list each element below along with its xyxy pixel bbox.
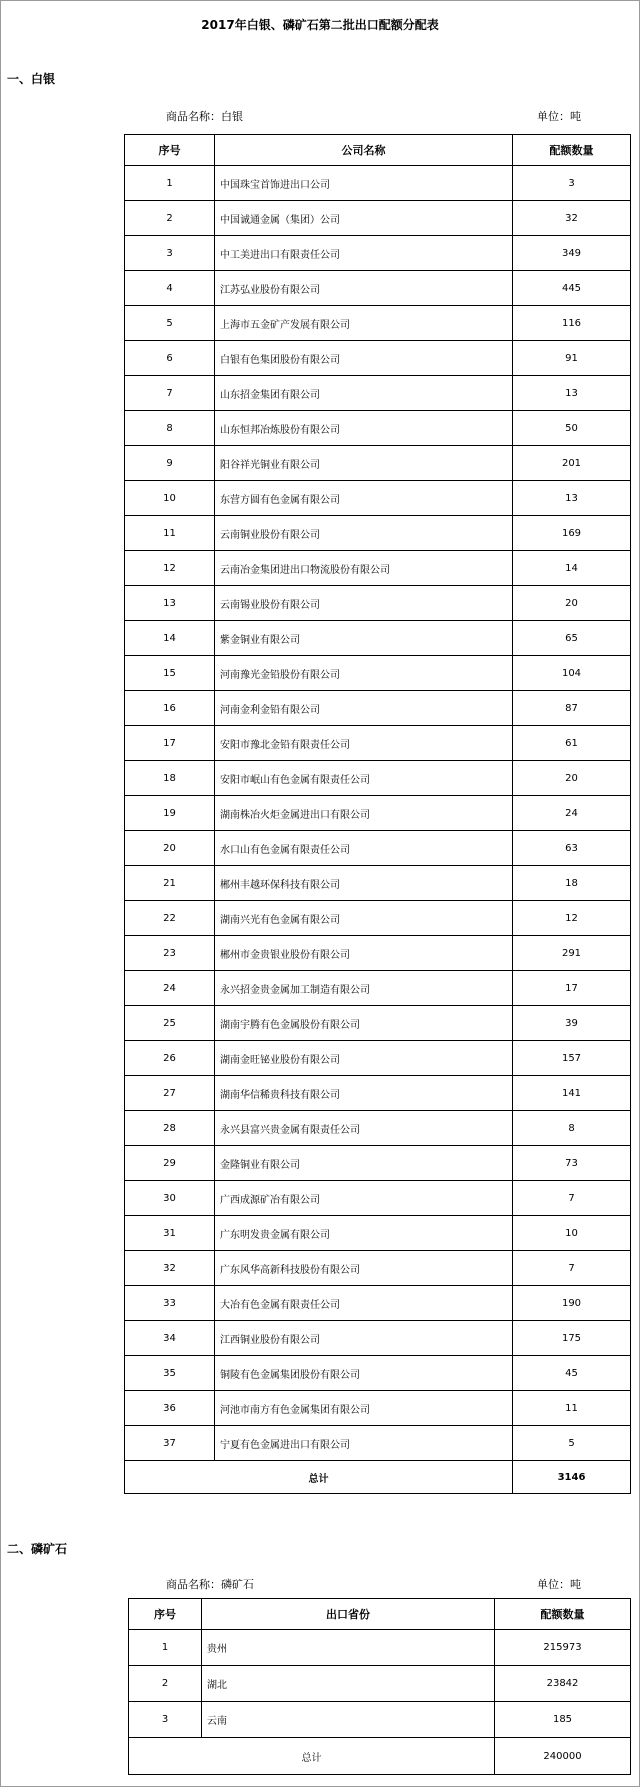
province-name: 贵州: [202, 1630, 495, 1666]
table-row: [125, 656, 631, 691]
table-row: [125, 1251, 631, 1286]
company-name: 湖南株冶火炬金属进出口有限公司: [215, 796, 513, 831]
company-name: 河池市南方有色金属集团有限公司: [215, 1391, 513, 1426]
silver-quota-table: [124, 134, 631, 1494]
phosphate-commodity-label: 商品名称：磷矿石: [166, 1578, 254, 1591]
row-number: 5: [125, 306, 215, 341]
province-name: 湖北: [202, 1666, 495, 1702]
company-name: 中工美进出口有限责任公司: [215, 236, 513, 271]
total-value: 240000: [495, 1738, 631, 1775]
table-row: [125, 516, 631, 551]
quota-quantity: 104: [513, 656, 631, 691]
table-row: [125, 446, 631, 481]
quota-quantity: 157: [513, 1041, 631, 1076]
row-number: 30: [125, 1181, 215, 1216]
company-name: 中国珠宝首饰进出口公司: [215, 166, 513, 201]
company-name: 东营方圆有色金属有限公司: [215, 481, 513, 516]
company-name: 上海市五金矿产发展有限公司: [215, 306, 513, 341]
table-row: [125, 411, 631, 446]
quota-quantity: 141: [513, 1076, 631, 1111]
quota-quantity: 24: [513, 796, 631, 831]
total-label: 总计: [125, 1461, 513, 1494]
company-name: 云南锡业股份有限公司: [215, 586, 513, 621]
table-row: [125, 551, 631, 586]
quota-quantity: 61: [513, 726, 631, 761]
quota-quantity: 73: [513, 1146, 631, 1181]
row-number: 10: [125, 481, 215, 516]
company-name: 广西成源矿冶有限公司: [215, 1181, 513, 1216]
quota-quantity: 215973: [495, 1630, 631, 1666]
table-row: [125, 1111, 631, 1146]
row-number: 32: [125, 1251, 215, 1286]
table-row: [125, 1216, 631, 1251]
quota-quantity: 18: [513, 866, 631, 901]
row-number: 1: [129, 1630, 202, 1666]
table-header-row: [125, 135, 631, 166]
column-header-quantity: 配额数量: [513, 135, 631, 166]
quota-quantity: 116: [513, 306, 631, 341]
company-name: 铜陵有色金属集团股份有限公司: [215, 1356, 513, 1391]
table-row: [125, 691, 631, 726]
quota-quantity: 20: [513, 761, 631, 796]
quota-quantity: 50: [513, 411, 631, 446]
company-name: 宁夏有色金属进出口有限公司: [215, 1426, 513, 1461]
table-row: [129, 1702, 631, 1738]
quota-quantity: 23842: [495, 1666, 631, 1702]
company-name: 中国诚通金属（集团）公司: [215, 201, 513, 236]
table-row: [125, 271, 631, 306]
company-name: 白银有色集团股份有限公司: [215, 341, 513, 376]
table-row: [125, 971, 631, 1006]
row-number: 7: [125, 376, 215, 411]
company-name: 湖南宇腾有色金属股份有限公司: [215, 1006, 513, 1041]
table-row: [125, 1006, 631, 1041]
quota-quantity: 63: [513, 831, 631, 866]
column-header-company: 公司名称: [215, 135, 513, 166]
company-name: 湖南金旺铋业股份有限公司: [215, 1041, 513, 1076]
company-name: 江苏弘业股份有限公司: [215, 271, 513, 306]
company-name: 郴州市金贵银业股份有限公司: [215, 936, 513, 971]
table-row: [125, 376, 631, 411]
table-row: [125, 1286, 631, 1321]
row-number: 22: [125, 901, 215, 936]
row-number: 25: [125, 1006, 215, 1041]
quota-quantity: 14: [513, 551, 631, 586]
quota-quantity: 12: [513, 901, 631, 936]
row-number: 26: [125, 1041, 215, 1076]
document-title: 2017年白银、磷矿石第二批出口配额分配表: [201, 18, 439, 32]
table-row: [125, 1426, 631, 1461]
row-number: 11: [125, 516, 215, 551]
company-name: 安阳市豫北金铅有限责任公司: [215, 726, 513, 761]
quota-quantity: 169: [513, 516, 631, 551]
row-number: 33: [125, 1286, 215, 1321]
company-name: 安阳市岷山有色金属有限责任公司: [215, 761, 513, 796]
column-header-no: 序号: [129, 1599, 202, 1630]
quota-quantity: 65: [513, 621, 631, 656]
quota-quantity: 201: [513, 446, 631, 481]
table-row: [125, 831, 631, 866]
row-number: 9: [125, 446, 215, 481]
company-name: 河南金利金铅有限公司: [215, 691, 513, 726]
row-number: 19: [125, 796, 215, 831]
row-number: 1: [125, 166, 215, 201]
company-name: 水口山有色金属有限责任公司: [215, 831, 513, 866]
phosphate-unit-label: 单位：吨: [537, 1578, 581, 1591]
table-row: [125, 1041, 631, 1076]
row-number: 23: [125, 936, 215, 971]
row-number: 16: [125, 691, 215, 726]
row-number: 27: [125, 1076, 215, 1111]
table-row: [125, 621, 631, 656]
company-name: 大冶有色金属有限责任公司: [215, 1286, 513, 1321]
quota-quantity: 175: [513, 1321, 631, 1356]
row-number: 3: [129, 1702, 202, 1738]
quota-quantity: 13: [513, 376, 631, 411]
phosphate-quota-table: [128, 1598, 631, 1775]
company-name: 河南豫光金铅股份有限公司: [215, 656, 513, 691]
quota-quantity: 20: [513, 586, 631, 621]
company-name: 永兴县富兴贵金属有限责任公司: [215, 1111, 513, 1146]
quota-quantity: 185: [495, 1702, 631, 1738]
company-name: 湖南华信稀贵科技有限公司: [215, 1076, 513, 1111]
silver-unit-label: 单位：吨: [537, 110, 581, 123]
row-number: 20: [125, 831, 215, 866]
quota-quantity: 445: [513, 271, 631, 306]
quota-quantity: 349: [513, 236, 631, 271]
table-row: [125, 306, 631, 341]
row-number: 18: [125, 761, 215, 796]
row-number: 6: [125, 341, 215, 376]
total-row: [129, 1738, 631, 1775]
province-name: 云南: [202, 1702, 495, 1738]
table-row: [125, 201, 631, 236]
table-row: [129, 1666, 631, 1702]
company-name: 永兴招金贵金属加工制造有限公司: [215, 971, 513, 1006]
row-number: 31: [125, 1216, 215, 1251]
quota-quantity: 10: [513, 1216, 631, 1251]
total-label: 总计: [129, 1738, 495, 1775]
column-header-province: 出口省份: [202, 1599, 495, 1630]
silver-section-title: 一、白银: [7, 72, 56, 86]
company-name: 湖南兴光有色金属有限公司: [215, 901, 513, 936]
column-header-quantity: 配额数量: [495, 1599, 631, 1630]
quota-quantity: 7: [513, 1251, 631, 1286]
row-number: 17: [125, 726, 215, 761]
row-number: 2: [129, 1666, 202, 1702]
quota-quantity: 39: [513, 1006, 631, 1041]
phosphate-section-title: 二、磷矿石: [7, 1542, 68, 1556]
company-name: 广东明发贵金属有限公司: [215, 1216, 513, 1251]
quota-quantity: 291: [513, 936, 631, 971]
table-row: [125, 1321, 631, 1356]
row-number: 21: [125, 866, 215, 901]
company-name: 云南冶金集团进出口物流股份有限公司: [215, 551, 513, 586]
quota-quantity: 91: [513, 341, 631, 376]
row-number: 29: [125, 1146, 215, 1181]
quota-quantity: 87: [513, 691, 631, 726]
table-header-row: [129, 1599, 631, 1630]
company-name: 紫金铜业有限公司: [215, 621, 513, 656]
table-row: [125, 481, 631, 516]
row-number: 4: [125, 271, 215, 306]
table-row: [125, 796, 631, 831]
company-name: 郴州丰越环保科技有限公司: [215, 866, 513, 901]
row-number: 24: [125, 971, 215, 1006]
table-row: [125, 1356, 631, 1391]
table-row: [125, 1076, 631, 1111]
company-name: 云南铜业股份有限公司: [215, 516, 513, 551]
company-name: 江西铜业股份有限公司: [215, 1321, 513, 1356]
quota-quantity: 17: [513, 971, 631, 1006]
table-row: [125, 341, 631, 376]
row-number: 15: [125, 656, 215, 691]
quota-quantity: 32: [513, 201, 631, 236]
row-number: 35: [125, 1356, 215, 1391]
company-name: 山东恒邦冶炼股份有限公司: [215, 411, 513, 446]
row-number: 2: [125, 201, 215, 236]
table-row: [125, 236, 631, 271]
quota-quantity: 8: [513, 1111, 631, 1146]
row-number: 3: [125, 236, 215, 271]
row-number: 36: [125, 1391, 215, 1426]
total-row: [125, 1461, 631, 1494]
row-number: 8: [125, 411, 215, 446]
table-row: [129, 1630, 631, 1666]
row-number: 28: [125, 1111, 215, 1146]
table-row: [125, 936, 631, 971]
total-value: 3146: [513, 1461, 631, 1494]
row-number: 37: [125, 1426, 215, 1461]
table-row: [125, 1391, 631, 1426]
table-row: [125, 866, 631, 901]
table-row: [125, 1146, 631, 1181]
row-number: 12: [125, 551, 215, 586]
table-row: [125, 726, 631, 761]
row-number: 13: [125, 586, 215, 621]
quota-quantity: 7: [513, 1181, 631, 1216]
company-name: 广东风华高新科技股份有限公司: [215, 1251, 513, 1286]
row-number: 34: [125, 1321, 215, 1356]
row-number: 14: [125, 621, 215, 656]
table-row: [125, 166, 631, 201]
quota-quantity: 13: [513, 481, 631, 516]
table-row: [125, 586, 631, 621]
company-name: 阳谷祥光铜业有限公司: [215, 446, 513, 481]
quota-quantity: 11: [513, 1391, 631, 1426]
table-row: [125, 1181, 631, 1216]
quota-quantity: 45: [513, 1356, 631, 1391]
quota-quantity: 190: [513, 1286, 631, 1321]
table-row: [125, 761, 631, 796]
company-name: 山东招金集团有限公司: [215, 376, 513, 411]
quota-quantity: 5: [513, 1426, 631, 1461]
silver-commodity-label: 商品名称：白银: [166, 110, 243, 123]
column-header-no: 序号: [125, 135, 215, 166]
quota-quantity: 3: [513, 166, 631, 201]
company-name: 金隆铜业有限公司: [215, 1146, 513, 1181]
table-row: [125, 901, 631, 936]
